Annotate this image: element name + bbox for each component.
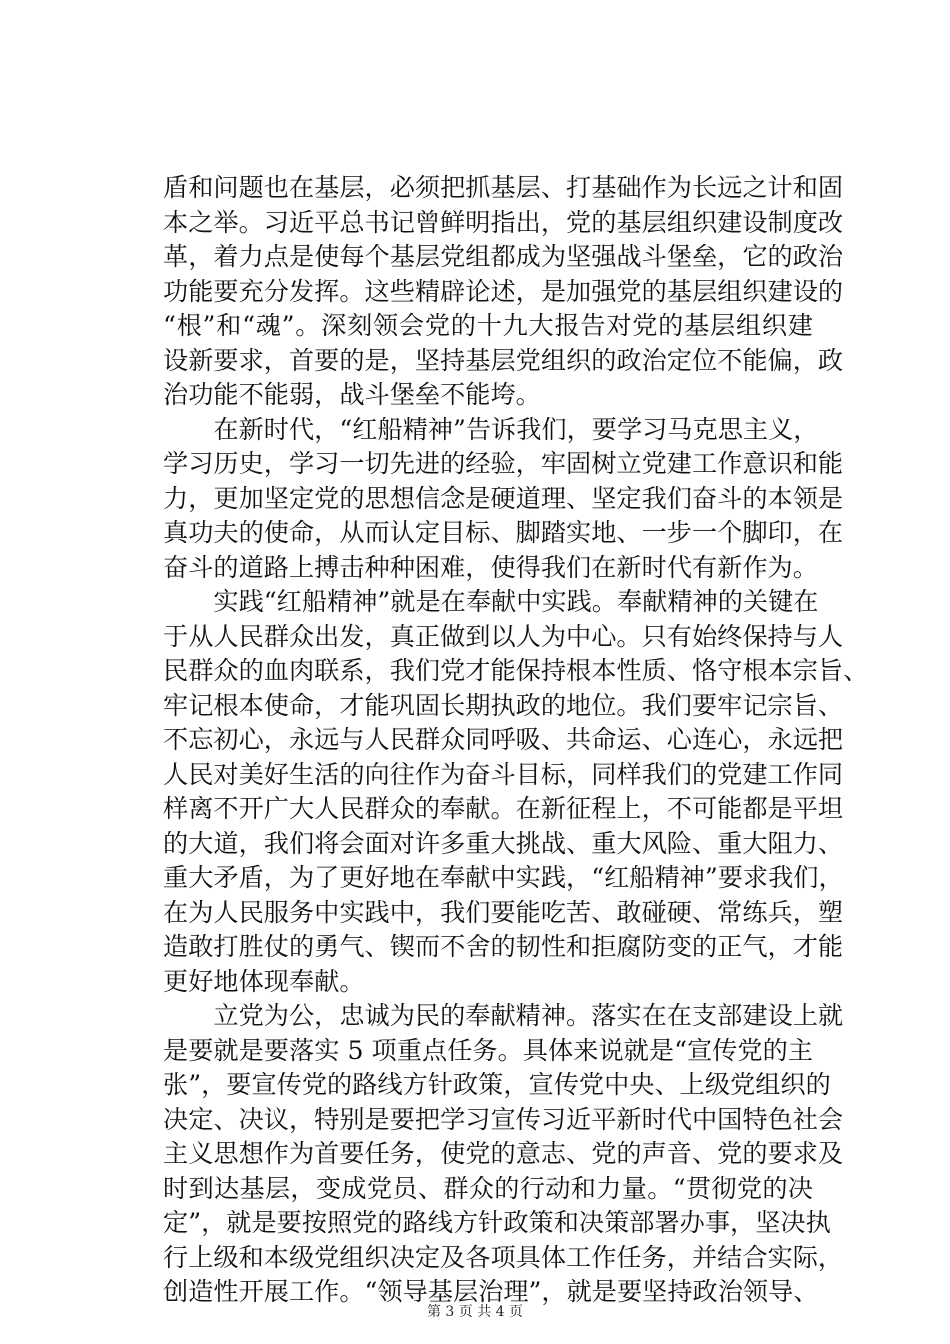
text-line-25: 立党为公，忠诚为民的奉献精神。落实在在支部建设上就 — [163, 1001, 844, 1030]
text-line-20: 的大道，我们将会面对许多重大挑战、重大风险、重大阻力、 — [163, 828, 844, 858]
text-line-9: 学习历史，学习一切先进的经验，牢固树立党建工作意识和能 — [163, 449, 844, 478]
document-body — [163, 171, 869, 1310]
text-line-19: 样离不开广大人民群众的奉献。在新征程上，不可能都是平坦 — [163, 794, 844, 823]
text-line-1: 盾和问题也在基层，必须把抓基层、打基础作为长远之计和固 — [163, 173, 844, 202]
page-footer — [0, 1303, 950, 1321]
text-line-23: 造敢打胜仗的勇气、锲而不舍的韧性和拒腐防变的正气，才能 — [163, 932, 844, 961]
text-line-31: 定”，就是要按照党的路线方针政策和决策部署办事，坚决执 — [163, 1208, 831, 1237]
text-line-10: 力，更加坚定党的思想信念是硬道理、坚定我们奋斗的本领是 — [163, 483, 844, 513]
page-number-label: 第 3 页 共 4 页 — [426, 1304, 524, 1320]
text-line-16: 牢记根本使命，才能巩固长期执政的地位。我们要牢记宗旨、 — [163, 690, 844, 720]
text-line-3: 革，着力点是使每个基层党组都成为坚强战斗堡垒，它的政治 — [163, 242, 844, 271]
text-line-12: 奋斗的道路上搏击种种困难，使得我们在新时代有新作为。 — [163, 552, 818, 582]
text-line-21: 重大矛盾，为了更好地在奉献中实践，“红船精神”要求我们， — [163, 863, 844, 892]
text-line-2: 本之举。习近平总书记曾鲜明指出，党的基层组织建设制度改 — [163, 207, 844, 237]
text-line-29: 主义思想作为首要任务，使党的意志、党的声音、党的要求及 — [163, 1139, 844, 1168]
text-line-22: 在为人民服务中实践中，我们要能吃苦、敢碰硬、常练兵，塑 — [163, 897, 844, 927]
text-line-14: 于从人民群众出发，真正做到以人为中心。只有始终保持与人 — [163, 621, 844, 651]
text-line-27: 张”，要宣传党的路线方针政策，宣传党中央、上级党组织的 — [163, 1070, 831, 1099]
text-line-6: 设新要求，首要的是，坚持基层党组织的政治定位不能偏，政 — [163, 345, 844, 375]
text-line-24: 更好地体现奉献。 — [163, 966, 365, 996]
text-line-15: 民群众的血肉联系，我们党才能保持根本性质、恪守根本宗旨、 — [163, 656, 869, 685]
text-line-11: 真功夫的使命，从而认定目标、脚踏实地、一步一个脚印，在 — [163, 518, 844, 547]
text-line-13: 实践“红船精神”就是在奉献中实践。奉献精神的关键在 — [163, 587, 819, 616]
text-line-26: 是要就是要落实 5 项重点任务。具体来说就是“宣传党的主 — [163, 1035, 813, 1065]
text-line-32: 行上级和本级党组织决定及各项具体工作任务，并结合实际， — [163, 1242, 844, 1272]
text-line-4: 功能要充分发挥。这些精辟论述，是加强党的基层组织建设的 — [163, 276, 844, 306]
text-line-30: 时到达基层，变成党员、群众的行动和力量。“贯彻党的决 — [163, 1173, 813, 1203]
text-line-5: “根”和“魂”。深刻领会党的十九大报告对党的基层组织建 — [163, 311, 813, 340]
text-line-8: 在新时代，“红船精神”告诉我们，要学习马克思主义， — [163, 414, 819, 444]
text-line-17: 不忘初心，永远与人民群众同呼吸、共命运、心连心，永远把 — [163, 725, 844, 754]
text-line-33: 创造性开展工作。“领导基层治理”，就是要坚持政治领导、 — [163, 1277, 819, 1306]
text-line-28: 决定、决议，特别是要把学习宣传习近平新时代中国特色社会 — [163, 1104, 844, 1134]
text-line-7: 治功能不能弱，战斗堡垒不能垮。 — [163, 380, 541, 409]
text-line-18: 人民对美好生活的向往作为奋斗目标，同样我们的党建工作同 — [163, 759, 844, 789]
